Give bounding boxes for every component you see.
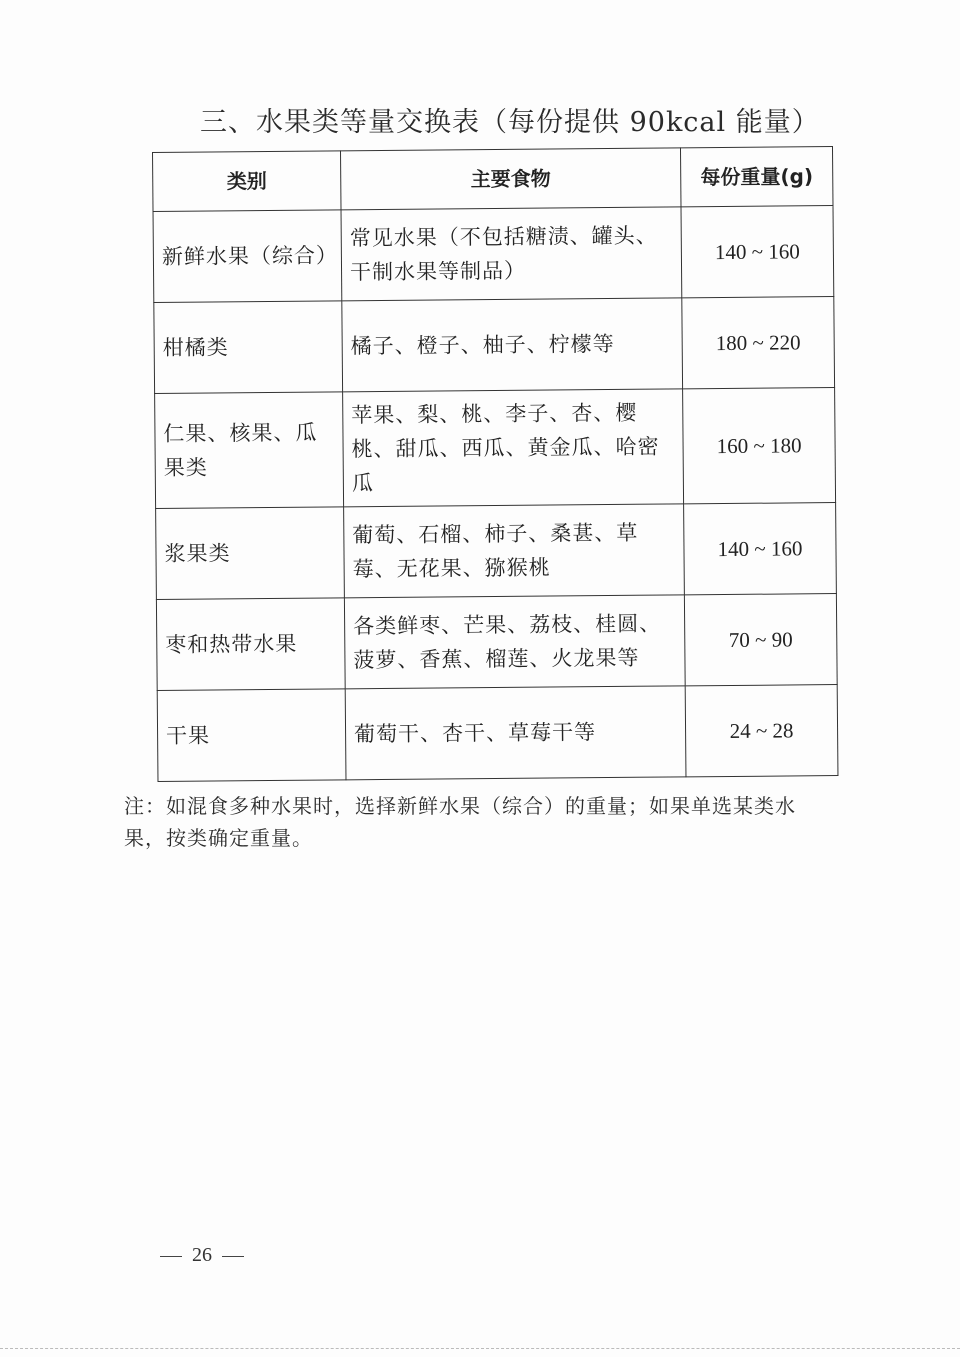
table-header-row (153, 147, 833, 212)
table-row (156, 503, 837, 600)
category-cell: 枣和热带水果 (156, 598, 345, 691)
column-header-category: 类别 (153, 151, 342, 212)
category-cell: 干果 (157, 689, 346, 782)
page-title: 三、水果类等量交换表（每份提供 90kcal 能量） (200, 107, 820, 138)
page-bottom-edge (0, 1348, 960, 1349)
weight-cell: 24 ~ 28 (685, 685, 838, 777)
weight-cell: 140 ~ 160 (681, 206, 834, 298)
category-cell: 柑橘类 (154, 301, 343, 394)
page-number-footer (150, 1244, 254, 1267)
table-row (154, 297, 835, 394)
foods-cell: 常见水果（不包括糖渍、罐头、干制水果等制品） (341, 207, 682, 301)
category-cell: 仁果、核果、瓜果类 (155, 392, 344, 509)
foods-cell: 葡萄、石榴、柿子、桑葚、草莓、无花果、猕猴桃 (344, 504, 685, 598)
column-header-weight: 每份重量(g) (680, 147, 833, 207)
category-cell: 浆果类 (156, 507, 345, 600)
page-number-right-dash (222, 1256, 244, 1257)
column-header-foods: 主要食物 (340, 148, 681, 210)
fruit-exchange-table (152, 146, 838, 782)
page-number-left-dash (160, 1256, 182, 1257)
foods-cell: 各类鲜枣、芒果、荔枝、桂圆、菠萝、香蕉、榴莲、火龙果等 (344, 595, 685, 689)
category-cell: 新鲜水果（综合） (153, 210, 342, 303)
weight-cell: 160 ~ 180 (683, 388, 836, 504)
foods-cell: 苹果、梨、桃、李子、杏、樱桃、甜瓜、西瓜、黄金瓜、哈密瓜 (343, 389, 684, 507)
weight-cell: 140 ~ 160 (684, 503, 837, 595)
table-note: 注：如混食多种水果时，选择新鲜水果（综合）的重量；如果单选某类水果，按类确定重量。 (124, 794, 796, 850)
weight-cell: 70 ~ 90 (684, 594, 837, 686)
page-number: 26 (192, 1244, 212, 1266)
weight-cell: 180 ~ 220 (682, 297, 835, 389)
table-row (153, 206, 834, 303)
foods-cell: 葡萄干、杏干、草莓干等 (345, 686, 686, 780)
exchange-table-container (152, 152, 832, 782)
table-row (157, 685, 838, 782)
table-row (156, 594, 837, 691)
foods-cell: 橘子、橙子、柚子、柠檬等 (342, 298, 683, 392)
table-row (155, 388, 836, 509)
